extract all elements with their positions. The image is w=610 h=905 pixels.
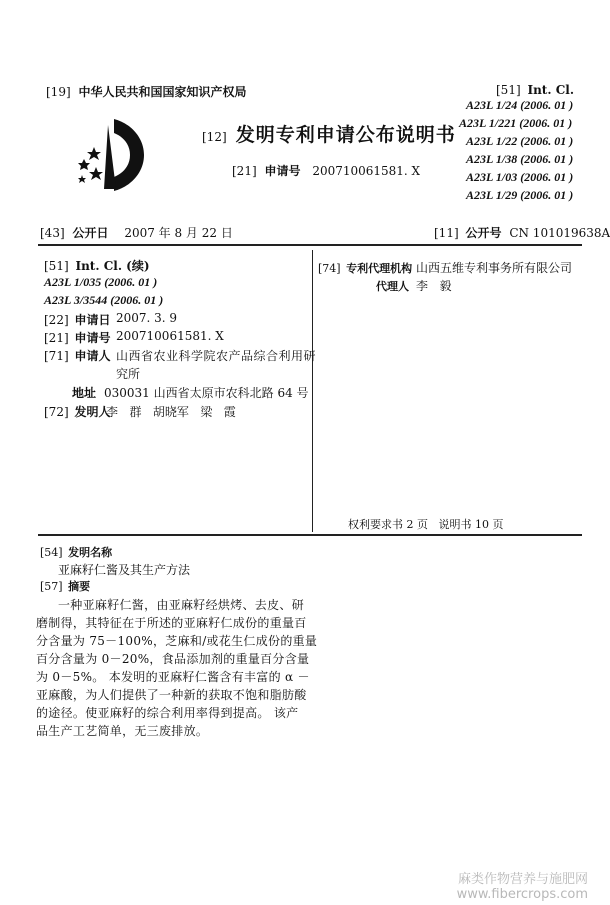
doc-type-title: 发明专利申请公布说明书 <box>235 124 456 146</box>
agent-name: 李 毅 <box>416 279 452 293</box>
ipc-header <box>496 83 574 97</box>
ipc-class: A23L 1/29 (2006. 01 ) <box>466 188 574 202</box>
page-info: 权利要求书 2 页 说明书 10 页 <box>348 518 504 531</box>
abstract-line: 亚麻酸，为人们提供了一种新的获取不饱和脂肪酸 <box>36 688 307 702</box>
pub-date-code: [43] <box>40 226 65 240</box>
publication-number <box>434 224 610 241</box>
watermark-line2: www.fibercrops.com <box>456 887 588 902</box>
agent-label: 代理人 <box>376 280 409 293</box>
title-code: [54] <box>40 546 63 559</box>
application-number <box>44 329 224 346</box>
applicant-line2: 究所 <box>116 367 141 381</box>
ipc-class: A23L 3/3544 (2006. 01 ) <box>44 293 164 307</box>
abstract-line: 百分含量为 0－20%，食品添加剂的重量百分含量 <box>36 652 310 666</box>
pub-num-value: CN 101019638A <box>509 226 610 240</box>
ipc-code: [51] <box>496 83 521 97</box>
publication-date <box>40 224 233 241</box>
abstract-line: 为 0－5%。 本发明的亚麻籽仁酱含有丰富的 α － <box>36 670 310 684</box>
app-label: 申请号 <box>264 164 301 178</box>
applicant-label: 申请人 <box>74 349 111 363</box>
patent-agent <box>376 278 452 294</box>
ipc-class: A23L 1/03 (2006. 01 ) <box>466 170 574 184</box>
inventor-code: [72] <box>44 405 69 419</box>
ipc-class: A23L 1/035 (2006. 01 ) <box>44 275 158 289</box>
abstract-line: 一种亚麻籽仁酱，由亚麻籽经烘烤、去皮、研 <box>58 598 305 612</box>
inventor-names: 李 群 胡晓军 梁 霞 <box>106 405 236 419</box>
pub-num-label: 公开号 <box>465 226 502 240</box>
ipc-cont-code: [51] <box>44 259 69 273</box>
ipc-cont-label: Int. Cl. (续) <box>75 259 150 273</box>
office-header <box>46 83 246 100</box>
site-watermark <box>457 872 588 902</box>
divider <box>38 534 582 536</box>
office-name: 中华人民共和国国家知识产权局 <box>78 85 247 99</box>
pub-date-label: 公开日 <box>72 226 109 240</box>
abstract-code: [57] <box>40 580 63 593</box>
app-code: [21] <box>232 164 257 178</box>
ipc-class: A23L 1/38 (2006. 01 ) <box>466 152 574 166</box>
agency-name: 山西五维专利事务所有限公司 <box>416 261 573 275</box>
ipc-class: A23L 1/221 (2006. 01 ) <box>459 116 573 130</box>
filing-code: [22] <box>44 313 69 327</box>
ipc-class: A23L 1/24 (2006. 01 ) <box>466 98 574 112</box>
office-code: [19] <box>46 85 71 99</box>
abstract-line: 品生产工艺简单，无三废排放。 <box>36 724 209 738</box>
abstract-header <box>40 578 90 594</box>
app-label: 申请号 <box>74 331 111 345</box>
inventors <box>44 403 236 420</box>
divider <box>38 244 582 246</box>
filing-label: 申请日 <box>74 313 111 327</box>
title-label: 发明名称 <box>68 546 113 559</box>
ipc-label: Int. Cl. <box>527 83 574 97</box>
invention-title: 亚麻籽仁酱及其生产方法 <box>58 563 191 577</box>
invention-title-header <box>40 544 112 560</box>
inventor-label: 发明人 <box>74 405 111 419</box>
filing-date <box>44 311 178 328</box>
doc-type-code: [12] <box>202 130 227 144</box>
watermark-line1: 麻类作物营养与施肥网 <box>457 872 588 887</box>
abstract-line: 分含量为 75－100%，芝麻和/或花生仁成份的重量 <box>36 634 318 648</box>
patent-agency <box>318 260 573 276</box>
column-divider <box>312 250 313 532</box>
application-number-header <box>232 162 420 179</box>
pub-num-code: [11] <box>434 226 459 240</box>
address-value: 030031 山西省太原市农科北路 64 号 <box>104 386 309 400</box>
ipc-class: A23L 1/22 (2006. 01 ) <box>466 134 574 148</box>
app-value: 200710061581. X <box>116 329 224 343</box>
ipc-continued-header <box>44 257 150 274</box>
applicant-line1: 山西省农业科学院农产品综合利用研 <box>116 349 317 363</box>
abstract-line: 的途径。使亚麻籽的综合利用率得到提高。 该产 <box>36 706 299 720</box>
abstract-line: 磨制得，其特征在于所述的亚麻籽仁成份的重量百 <box>36 616 307 630</box>
app-number: 200710061581. X <box>312 164 421 178</box>
filing-value: 2007. 3. 9 <box>116 311 178 325</box>
applicant-code: [71] <box>44 349 69 363</box>
address-label: 地址 <box>72 386 97 400</box>
agency-label: 专利代理机构 <box>346 262 413 275</box>
app-code: [21] <box>44 331 69 345</box>
applicant <box>44 347 317 364</box>
pub-date-value: 2007 年 8 月 22 日 <box>124 226 233 240</box>
abstract-label: 摘要 <box>68 580 91 593</box>
document-type <box>202 120 456 147</box>
agency-code: [74] <box>318 262 341 275</box>
sipo-logo-icon <box>70 115 150 195</box>
